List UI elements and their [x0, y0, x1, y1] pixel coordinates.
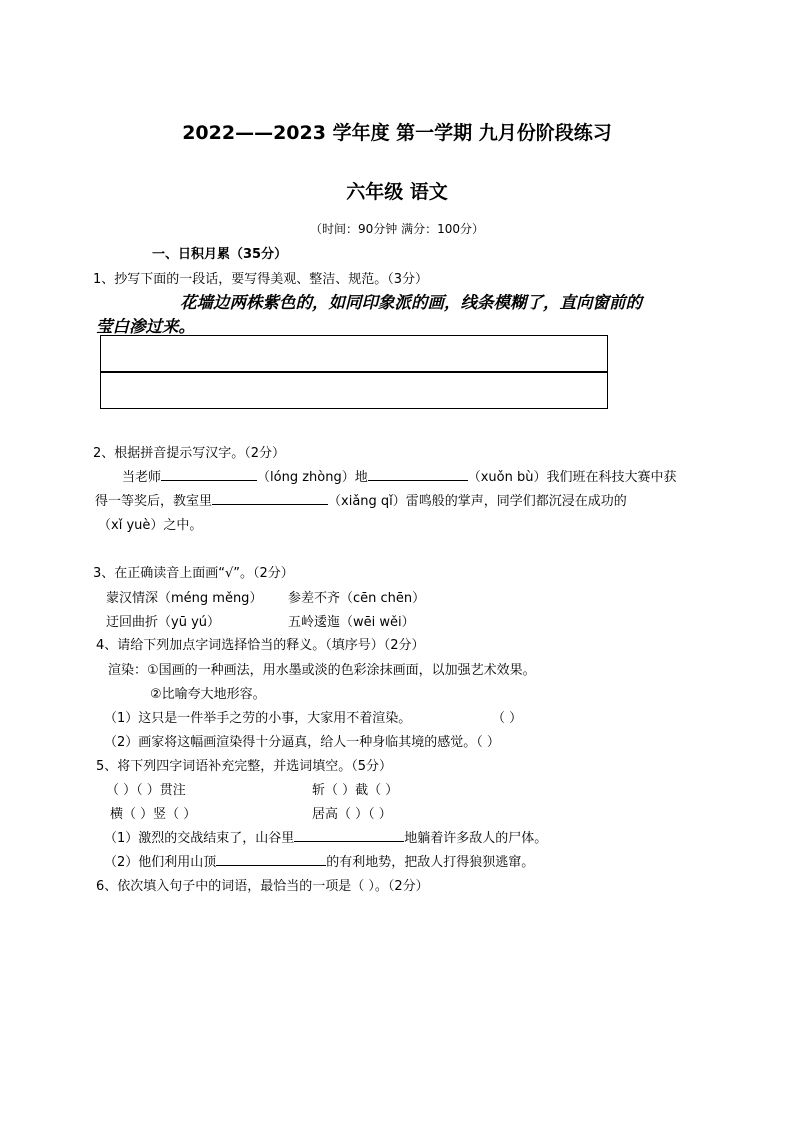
pinyin-option-1[interactable]: 蒙汉情深（méng měng） [106, 591, 263, 606]
question-5-prompt: 5、将下列四字词语补充完整，并选词填空。（5分） [96, 759, 393, 774]
exam-subtitle: 六年级 语文 [346, 181, 448, 203]
definition-2: ②比喻夸大地形容。 [150, 687, 266, 702]
q5-sentence-1 [104, 827, 547, 846]
question-2-line-1 [122, 466, 676, 485]
answer-blank[interactable] [212, 492, 328, 505]
answer-blank[interactable] [294, 829, 404, 842]
exam-meta: （时间：90分钟 满分：100分） [310, 222, 484, 236]
q5-sentence-2 [104, 851, 534, 870]
question-1-prompt: 1、抄写下面的一段话，要写得美观、整洁、规范。（3分） [93, 272, 429, 287]
question-2-line-3: （xǐ yuè）之中。 [98, 518, 203, 533]
copy-text-line-2: 莹白渗过来。 [96, 317, 195, 336]
q5-s1-text-b: 地躺着许多敌人的尸体。 [404, 831, 548, 846]
q5-s2-text-b: 的有利地势，把敌人打得狼狈逃窜。 [326, 855, 535, 870]
q5-s2-text-a: （2）他们利用山顶 [104, 855, 217, 870]
answer-blank[interactable] [161, 468, 257, 481]
definition-1: 渲染：①国画的一种画法，用水墨或淡的色彩涂抹画面，以加强艺术效果。 [108, 663, 536, 678]
question-3-prompt: 3、在正确读音上面画“√”。（2分） [93, 566, 294, 581]
question-6-prompt: 6、依次填入句子中的词语，最恰当的一项是（ ）。（2分） [96, 879, 429, 894]
q2-pinyin-a: （lóng zhòng）地 [257, 470, 368, 485]
q2-pinyin-b: （xuǒn bù）我们班在科技大赛中获 [467, 470, 677, 485]
q2-pinyin-c: （xiǎng qǐ）雷鸣般的掌声，同学们都沉浸在成功的 [328, 494, 627, 509]
pinyin-option-4[interactable]: 五岭逶迤（wēi wěi） [288, 615, 415, 630]
idiom-4[interactable]: 居高（ ）（ ） [312, 807, 392, 822]
answer-blank[interactable] [368, 468, 468, 481]
q4-sentence-1: （1）这只是一件举手之劳的小事，大家用不着渲染。 [104, 711, 412, 726]
pinyin-option-3[interactable]: 迂回曲折（yū yú） [106, 615, 220, 630]
q4-sentence-2[interactable]: （2）画家将这幅画渲染得十分逼真，给人一种身临其境的感觉。（ ） [104, 735, 500, 750]
section-heading: 一、日积月累（35分） [152, 247, 288, 262]
question-2-line-2 [95, 490, 627, 509]
writing-box-2[interactable] [100, 372, 608, 409]
copy-text-line-1: 花墙边两株紫色的，如同印象派的画，线条模糊了，直向窗前的 [180, 293, 642, 312]
question-4-prompt: 4、请给下列加点字词选择恰当的释义。（填序号）（2分） [96, 638, 425, 653]
exam-title: 2022——2023 学年度 第一学期 九月份阶段练习 [182, 122, 612, 144]
pinyin-option-2[interactable]: 参差不齐（cēn chēn） [288, 591, 426, 606]
idiom-2[interactable]: 斩（ ）截（ ） [312, 783, 399, 798]
q2-text-c: 得一等奖后，教室里 [95, 494, 213, 509]
q5-s1-text-a: （1）激烈的交战结束了，山谷里 [104, 831, 295, 846]
q2-text-a: 当老师 [122, 470, 162, 485]
answer-blank[interactable] [216, 853, 326, 866]
writing-box-1[interactable] [100, 335, 608, 372]
idiom-1[interactable]: （ ）（ ）贯注 [106, 783, 186, 798]
q4-answer-paren-1[interactable]: （ ） [492, 711, 523, 726]
idiom-3[interactable]: 横（ ）竖（ ） [110, 807, 197, 822]
question-2-prompt: 2、根据拼音提示写汉字。（2分） [93, 446, 286, 461]
